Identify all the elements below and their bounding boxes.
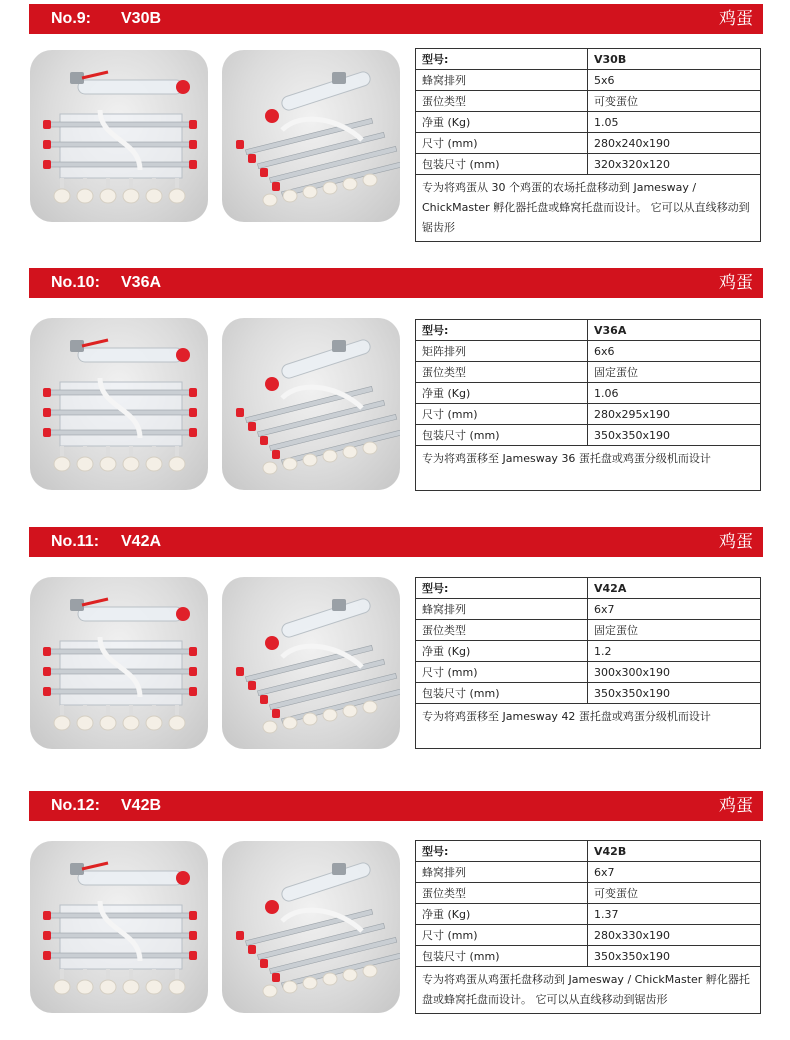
spec-value: 1.06: [588, 383, 761, 404]
spec-key: 尺寸 (mm): [416, 133, 588, 154]
spec-value: 280x295x190: [588, 404, 761, 425]
spec-row: [416, 133, 761, 154]
product-number: No.12:: [51, 797, 100, 814]
product-photo-angle: [222, 577, 400, 749]
spec-description-row: [416, 967, 761, 1014]
spec-row-model: [416, 841, 761, 862]
category-label: 鸡蛋: [719, 9, 753, 29]
egg-lifter-illustration: [222, 50, 400, 222]
spec-row: [416, 662, 761, 683]
spec-row: [416, 383, 761, 404]
spec-description-row: [416, 446, 761, 491]
product-banner: [29, 268, 763, 298]
spec-value: 可变蛋位: [588, 91, 761, 112]
spec-key: 蛋位类型: [416, 91, 588, 112]
spec-key: 蜂窝排列: [416, 70, 588, 91]
egg-lifter-illustration: [222, 318, 400, 490]
spec-table: [415, 577, 761, 749]
product-photo-angle: [222, 318, 400, 490]
spec-key: 尺寸 (mm): [416, 925, 588, 946]
product-banner: [29, 791, 763, 821]
egg-lifter-illustration: [30, 318, 208, 490]
category-label: 鸡蛋: [719, 532, 753, 552]
product-model: V42A: [121, 533, 162, 550]
category-label: 鸡蛋: [719, 796, 753, 816]
spec-value: V36A: [588, 320, 761, 341]
category-label: 鸡蛋: [719, 273, 753, 293]
spec-key: 包装尺寸 (mm): [416, 425, 588, 446]
spec-row: [416, 404, 761, 425]
spec-key: 净重 (Kg): [416, 641, 588, 662]
spec-value: 280x330x190: [588, 925, 761, 946]
spec-value: 可变蛋位: [588, 883, 761, 904]
spec-row-model: [416, 49, 761, 70]
spec-key: 型号:: [416, 578, 588, 599]
spec-row: [416, 425, 761, 446]
spec-key: 型号:: [416, 49, 588, 70]
spec-row: [416, 154, 761, 175]
spec-value: 350x350x190: [588, 683, 761, 704]
spec-key: 包装尺寸 (mm): [416, 154, 588, 175]
spec-value: V42B: [588, 841, 761, 862]
spec-key: 净重 (Kg): [416, 112, 588, 133]
spec-row: [416, 341, 761, 362]
spec-description-row: [416, 175, 761, 242]
product-model: V30B: [121, 10, 162, 27]
product-number: No.11:: [51, 533, 100, 550]
spec-row: [416, 883, 761, 904]
spec-value: 280x240x190: [588, 133, 761, 154]
spec-row: [416, 620, 761, 641]
product-number: No.10:: [51, 274, 100, 291]
spec-row-model: [416, 578, 761, 599]
spec-row: [416, 946, 761, 967]
spec-description: 专为将鸡蛋移至 Jamesway 36 蛋托盘或鸡蛋分级机而设计: [416, 446, 761, 491]
spec-value: 固定蛋位: [588, 620, 761, 641]
spec-key: 型号:: [416, 320, 588, 341]
spec-value: 350x350x190: [588, 425, 761, 446]
spec-row: [416, 112, 761, 133]
spec-description: 专为将鸡蛋移至 Jamesway 42 蛋托盘或鸡蛋分级机而设计: [416, 704, 761, 749]
product-banner: [29, 527, 763, 557]
spec-key: 蛋位类型: [416, 620, 588, 641]
product-banner: [29, 4, 763, 34]
spec-table: [415, 48, 761, 242]
spec-value: 5x6: [588, 70, 761, 91]
spec-value: 6x7: [588, 599, 761, 620]
spec-key: 包装尺寸 (mm): [416, 946, 588, 967]
egg-lifter-illustration: [30, 577, 208, 749]
product-photo-front: [30, 50, 208, 222]
spec-row: [416, 641, 761, 662]
spec-key: 净重 (Kg): [416, 904, 588, 925]
spec-value: 300x300x190: [588, 662, 761, 683]
spec-row: [416, 91, 761, 112]
spec-value: 固定蛋位: [588, 362, 761, 383]
spec-key: 包装尺寸 (mm): [416, 683, 588, 704]
spec-row: [416, 925, 761, 946]
spec-row: [416, 362, 761, 383]
spec-description: 专为将鸡蛋从 30 个鸡蛋的农场托盘移动到 Jamesway / ChickMaster 孵化器托盘或蜂窝托盘而设计。 它可以从直线移动到锯齿形: [416, 175, 761, 242]
spec-key: 尺寸 (mm): [416, 404, 588, 425]
spec-description: 专为将鸡蛋从鸡蛋托盘移动到 Jamesway / ChickMaster 孵化器托盘或蜂窝托盘而设计。 它可以从直线移动到锯齿形: [416, 967, 761, 1014]
spec-value: 1.2: [588, 641, 761, 662]
product-photo-front: [30, 318, 208, 490]
product-photo-angle: [222, 841, 400, 1013]
spec-value: 6x7: [588, 862, 761, 883]
spec-key: 蛋位类型: [416, 362, 588, 383]
spec-key: 蛋位类型: [416, 883, 588, 904]
spec-value: 6x6: [588, 341, 761, 362]
product-photo-angle: [222, 50, 400, 222]
spec-table: [415, 319, 761, 491]
spec-row-model: [416, 320, 761, 341]
spec-row: [416, 683, 761, 704]
product-model: V36A: [121, 274, 162, 291]
spec-value: 1.37: [588, 904, 761, 925]
egg-lifter-illustration: [30, 50, 208, 222]
spec-row: [416, 70, 761, 91]
spec-key: 尺寸 (mm): [416, 662, 588, 683]
egg-lifter-illustration: [222, 577, 400, 749]
spec-value: V42A: [588, 578, 761, 599]
spec-key: 矩阵排列: [416, 341, 588, 362]
spec-row: [416, 904, 761, 925]
spec-key: 型号:: [416, 841, 588, 862]
product-number: No.9:: [51, 10, 91, 27]
spec-value: 1.05: [588, 112, 761, 133]
egg-lifter-illustration: [222, 841, 400, 1013]
spec-description-row: [416, 704, 761, 749]
egg-lifter-illustration: [30, 841, 208, 1013]
spec-key: 蜂窝排列: [416, 862, 588, 883]
spec-key: 蜂窝排列: [416, 599, 588, 620]
spec-value: 350x350x190: [588, 946, 761, 967]
spec-row: [416, 599, 761, 620]
spec-value: V30B: [588, 49, 761, 70]
spec-value: 320x320x120: [588, 154, 761, 175]
spec-row: [416, 862, 761, 883]
product-model: V42B: [121, 797, 162, 814]
product-photo-front: [30, 841, 208, 1013]
spec-table: [415, 840, 761, 1014]
product-photo-front: [30, 577, 208, 749]
spec-key: 净重 (Kg): [416, 383, 588, 404]
